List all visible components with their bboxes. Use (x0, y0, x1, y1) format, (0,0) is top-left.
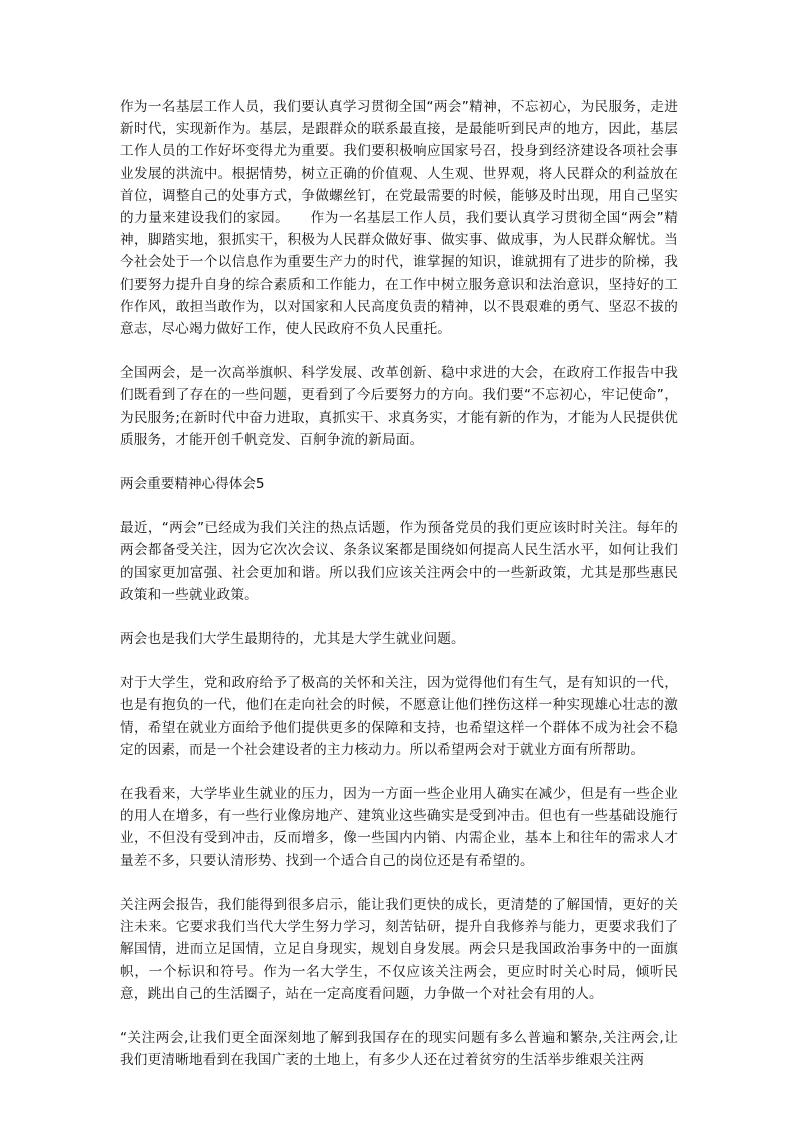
paragraph-8: “关注两会,让我们更全面深刻地了解到我国存在的现实问题有多么普遍和繁杂,关注两会,让我们更清晰地看到在我国广袤的土地上，有多少人还在过着贫穷的生活举步维艰关注两 (120, 1029, 678, 1069)
paragraph-4: 两会也是我们大学生最期待的，尤其是大学生就业问题。 (120, 631, 465, 648)
paragraph-1: 作为一名基层工作人员，我们要认真学习贯彻全国“两会”精神，不忘初心，为民服务，走进新时代，实现新作为。基层，是跟群众的联系最直接，是最能听到民声的地方，因此，基层工作人员的工作好坏变得尤为重要。我们要积极响应国家号召，投身到经济建设各项社会事业发展的洪流中。根据情势，树立正确的价值观、人生观、世界观，将人民群众的利益放在首位，调整自己的处事方式，争做螺丝钉，在党最需要的时候，能够及时出现，用自己坚实的力量来建设我们的家园。 作为一名基层工作人员，我们要认真学习贯彻全国“两会”精神，脚踏实地，狠抓实干，积极为人民群众做好事、做实事、做成事，为人民群众解忧。当今社会处于一个以信息作为重要生产力的时代，谁掌握的知识，谁就拥有了进步的阶梯，我们要努力提升自身的综合素质和工作能力，在工作中树立服务意识和法治意识，坚持好的工作作风，敢担当敢作为，以对国家和人民高度负责的精神，以不畏艰难的勇气、坚忍不拔的意志，尽心竭力做好工作，使人民政府不负人民重托。 (120, 99, 678, 338)
paragraph-6: 在我看来，大学毕业生就业的压力，因为一方面一些企业用人确实在减少，但是有一些企业的用人在增多，有一些行业像房地产、建筑业这些确实是受到冲击。但也有一些基础设施行业，不但没有受到冲击，反而增多，像一些国内内销、内需企业，基本上和往年的需求人才量差不多，只要认清形势、找到一个适合自己的岗位还是有希望的。 (120, 786, 678, 869)
paragraph-3: 最近，“两会”已经成为我们关注的热点话题，作为预备党员的我们更应该时时关注。每年的两会都备受关注，因为它次次会议、条条议案都是围绕如何提高人民生活水平，如何让我们的国家更加富强、社会更加和谐。所以我们应该关注两会中的一些新政策，尤其是那些惠民政策和一些就业政策。 (120, 520, 678, 603)
paragraph-7: 关注两会报告，我们能得到很多启示，能让我们更快的成长，更清楚的了解国情，更好的关注未来。它要求我们当代大学生努力学习，刻苦钻研，提升自我修养与能力，更要求我们了解国情，进而立足国情，立足自身现实，规划自身发展。两会只是我国政治事务中的一面旗帜，一个标识和符号。作为一名大学生，不仅应该关注两会，更应时时关心时局，倾听民意，跳出自己的生活圈子，站在一定高度看问题，力争做一个对社会有用的人。 (120, 896, 678, 1002)
document-page (120, 96, 678, 1093)
paragraph-5: 对于大学生，党和政府给予了极高的关怀和关注，因为觉得他们有生气，是有知识的一代，也是有抱负的一代，他们在走向社会的时候，不愿意让他们挫伤这样一种实现雄心壮志的激情，希望在就业方面给予他们提供更多的保障和支持，也希望这样一个群体不成为社会不稳定的因素，而是一个社会建设者的主力核动力。所以希望两会对于就业方面有所帮助。 (120, 675, 678, 758)
section-heading: 两会重要精神心得体会5 (120, 476, 265, 493)
paragraph-2: 全国两会，是一次高举旗帜、科学发展、改革创新、稳中求进的大会，在政府工作报告中我们既看到了存在的一些问题，更看到了今后要努力的方向。我们要“不忘初心，牢记使命”，为民服务;在新时代中奋力进取，真抓实干、求真务实，才能有新的作为，才能为人民提供优质服务，才能开创千帆竞发、百舸争流的新局面。 (120, 365, 678, 448)
